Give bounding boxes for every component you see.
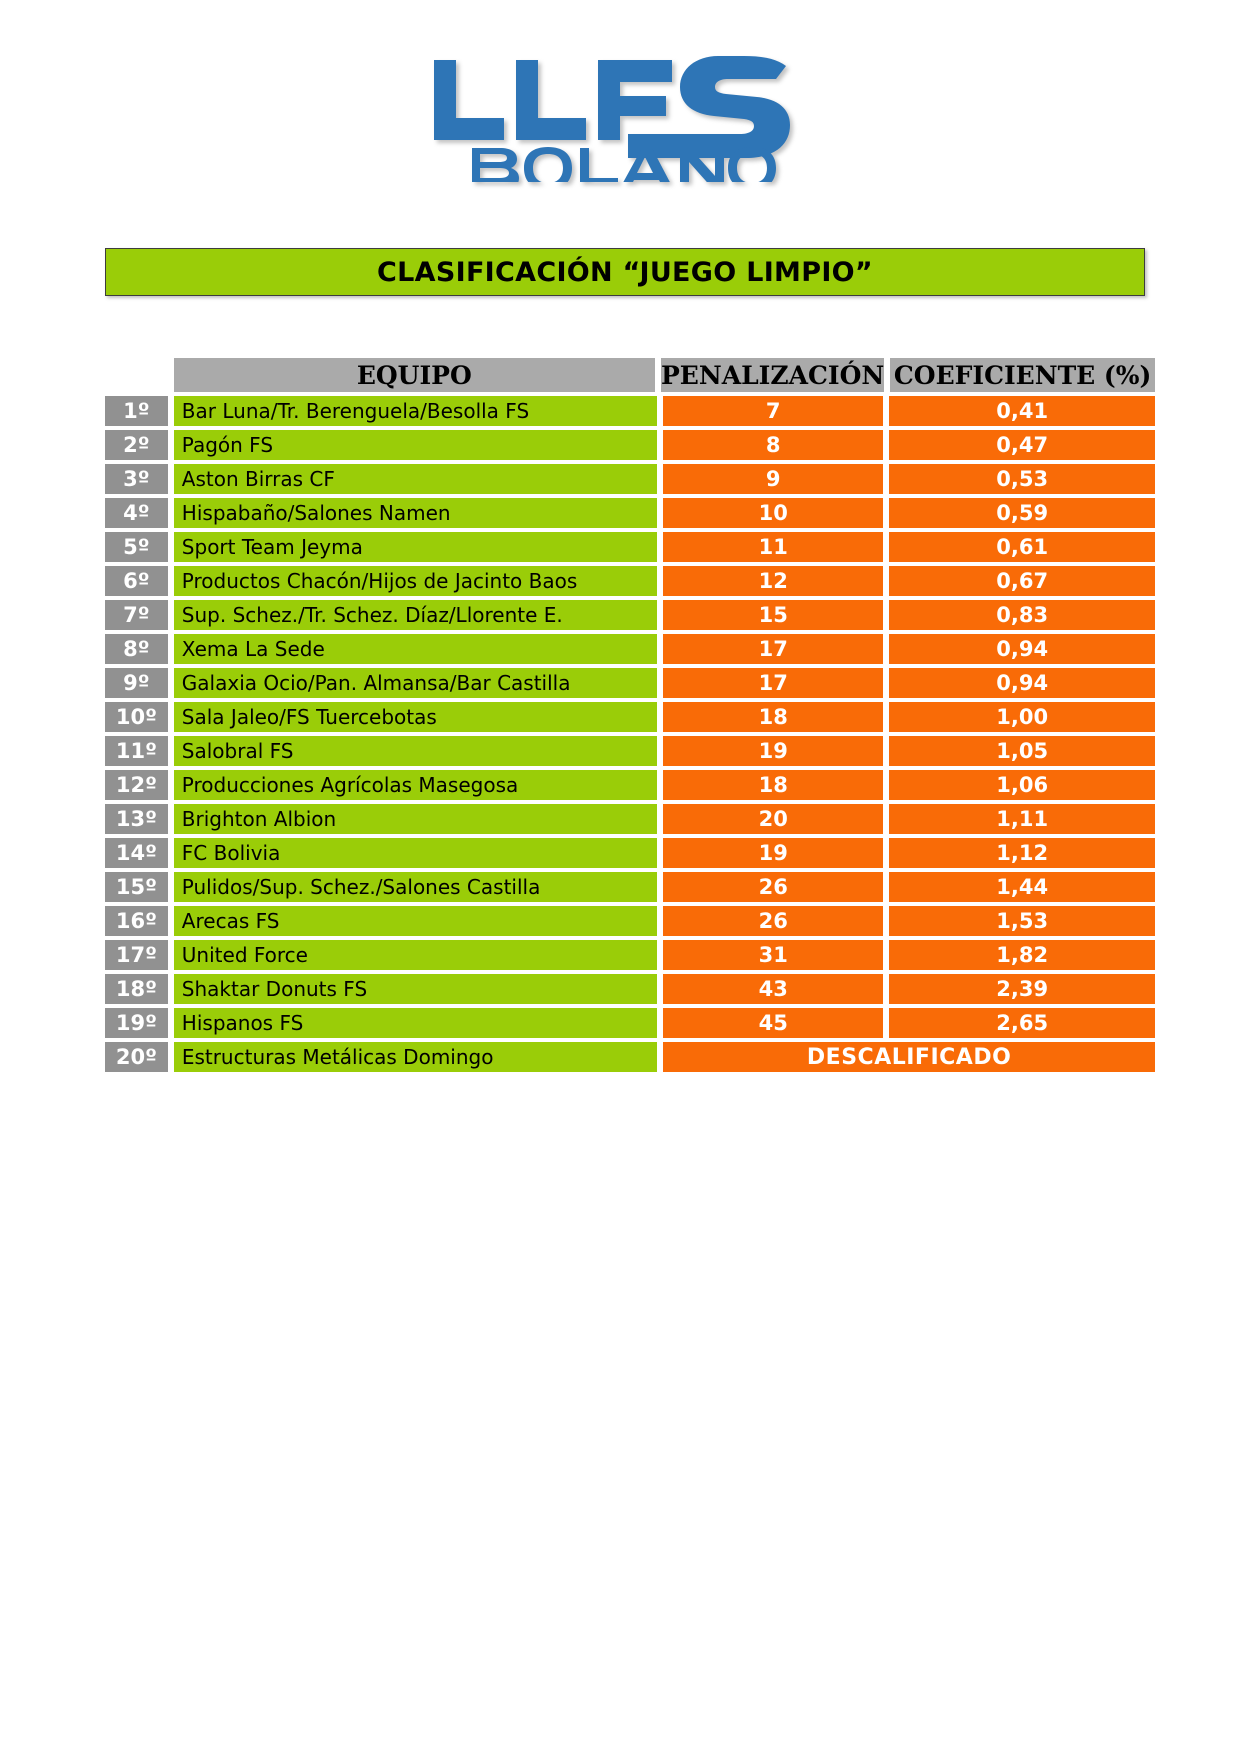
penalty-cell: 15 — [663, 600, 883, 630]
penalty-cell: 19 — [663, 736, 883, 766]
logo-icon — [430, 52, 810, 182]
position-cell: 6º — [105, 566, 168, 596]
penalty-cell: 20 — [663, 804, 883, 834]
penalty-cell: 26 — [663, 872, 883, 902]
team-name-cell: Salobral FS — [174, 736, 657, 766]
team-name-cell: Galaxia Ocio/Pan. Almansa/Bar Castilla — [174, 668, 657, 698]
team-name-cell: Sport Team Jeyma — [174, 532, 657, 562]
table-row — [105, 600, 1155, 630]
table-row — [105, 668, 1155, 698]
team-name-cell: Xema La Sede — [174, 634, 657, 664]
team-name-cell: Producciones Agrícolas Masegosa — [174, 770, 657, 800]
coefficient-cell: 1,12 — [889, 838, 1155, 868]
table-row — [105, 872, 1155, 902]
penalty-cell: 17 — [663, 668, 883, 698]
table-row — [105, 804, 1155, 834]
coefficient-cell: 0,67 — [889, 566, 1155, 596]
table-row — [105, 736, 1155, 766]
team-name-cell: Sup. Schez./Tr. Schez. Díaz/Llorente E. — [174, 600, 657, 630]
team-name-cell: Pagón FS — [174, 430, 657, 460]
position-cell: 7º — [105, 600, 168, 630]
position-cell: 4º — [105, 498, 168, 528]
table-row — [105, 464, 1155, 494]
table-row — [105, 940, 1155, 970]
coefficient-cell: 2,65 — [889, 1008, 1155, 1038]
coefficient-cell: 1,82 — [889, 940, 1155, 970]
penalty-cell: 18 — [663, 702, 883, 732]
header-position — [105, 358, 168, 392]
table-body — [105, 396, 1155, 1072]
position-cell: 5º — [105, 532, 168, 562]
penalty-cell: 8 — [663, 430, 883, 460]
penalty-cell: 31 — [663, 940, 883, 970]
position-cell: 18º — [105, 974, 168, 1004]
coefficient-cell: 0,59 — [889, 498, 1155, 528]
penalty-cell: 17 — [663, 634, 883, 664]
penalty-cell: 43 — [663, 974, 883, 1004]
coefficient-cell: 0,83 — [889, 600, 1155, 630]
position-cell: 16º — [105, 906, 168, 936]
team-name-cell: Sala Jaleo/FS Tuercebotas — [174, 702, 657, 732]
logo-header — [0, 0, 1241, 185]
coefficient-cell: 1,11 — [889, 804, 1155, 834]
coefficient-cell: 0,94 — [889, 634, 1155, 664]
position-cell: 11º — [105, 736, 168, 766]
team-name-cell: Arecas FS — [174, 906, 657, 936]
coefficient-cell: 1,44 — [889, 872, 1155, 902]
penalty-cell: 9 — [663, 464, 883, 494]
penalty-cell: 45 — [663, 1008, 883, 1038]
position-cell: 8º — [105, 634, 168, 664]
position-cell: 20º — [105, 1042, 168, 1072]
page-title-banner — [105, 248, 1145, 296]
team-name-cell: Pulidos/Sup. Schez./Salones Castilla — [174, 872, 657, 902]
coefficient-cell: 0,61 — [889, 532, 1155, 562]
team-name-cell: Productos Chacón/Hijos de Jacinto Baos — [174, 566, 657, 596]
penalty-cell: 26 — [663, 906, 883, 936]
position-cell: 10º — [105, 702, 168, 732]
llfs-bolano-logo — [430, 52, 810, 182]
team-name-cell: Brighton Albion — [174, 804, 657, 834]
coefficient-cell: 0,47 — [889, 430, 1155, 460]
coefficient-cell: 0,53 — [889, 464, 1155, 494]
position-cell: 12º — [105, 770, 168, 800]
penalty-cell: 11 — [663, 532, 883, 562]
page-title: CLASIFICACIÓN “JUEGO LIMPIO” — [377, 256, 873, 288]
coefficient-cell: 2,39 — [889, 974, 1155, 1004]
header-penalty: PENALIZACIÓN — [661, 358, 884, 392]
table-row — [105, 702, 1155, 732]
table-row — [105, 498, 1155, 528]
position-cell: 14º — [105, 838, 168, 868]
coefficient-cell: 1,00 — [889, 702, 1155, 732]
position-cell: 13º — [105, 804, 168, 834]
table-row — [105, 566, 1155, 596]
position-cell: 1º — [105, 396, 168, 426]
team-name-cell: Shaktar Donuts FS — [174, 974, 657, 1004]
table-row — [105, 430, 1155, 460]
table-row — [105, 770, 1155, 800]
status-badge: DESCALIFICADO — [663, 1042, 1155, 1072]
table-row — [105, 1008, 1155, 1038]
table-row — [105, 532, 1155, 562]
penalty-cell: 10 — [663, 498, 883, 528]
position-cell: 9º — [105, 668, 168, 698]
penalty-cell: 12 — [663, 566, 883, 596]
position-cell: 15º — [105, 872, 168, 902]
position-cell: 19º — [105, 1008, 168, 1038]
team-name-cell: Bar Luna/Tr. Berenguela/Besolla FS — [174, 396, 657, 426]
header-team: EQUIPO — [174, 358, 655, 392]
table-row — [105, 1042, 1155, 1072]
position-cell: 3º — [105, 464, 168, 494]
table-row — [105, 974, 1155, 1004]
coefficient-cell: 1,53 — [889, 906, 1155, 936]
table-header-row — [105, 358, 1155, 392]
coefficient-cell: 0,41 — [889, 396, 1155, 426]
coefficient-cell: 1,05 — [889, 736, 1155, 766]
position-cell: 2º — [105, 430, 168, 460]
team-name-cell: Aston Birras CF — [174, 464, 657, 494]
team-name-cell: United Force — [174, 940, 657, 970]
coefficient-cell: 0,94 — [889, 668, 1155, 698]
coefficient-cell: 1,06 — [889, 770, 1155, 800]
penalty-cell: 7 — [663, 396, 883, 426]
standings-table — [105, 358, 1155, 1076]
team-name-cell: Hispabaño/Salones Namen — [174, 498, 657, 528]
penalty-cell: 19 — [663, 838, 883, 868]
table-row — [105, 906, 1155, 936]
table-row — [105, 838, 1155, 868]
table-row — [105, 634, 1155, 664]
penalty-cell: 18 — [663, 770, 883, 800]
header-coefficient: COEFICIENTE (%) — [890, 358, 1155, 392]
team-name-cell: Hispanos FS — [174, 1008, 657, 1038]
table-row — [105, 396, 1155, 426]
team-name-cell: FC Bolivia — [174, 838, 657, 868]
position-cell: 17º — [105, 940, 168, 970]
team-name-cell: Estructuras Metálicas Domingo — [174, 1042, 657, 1072]
